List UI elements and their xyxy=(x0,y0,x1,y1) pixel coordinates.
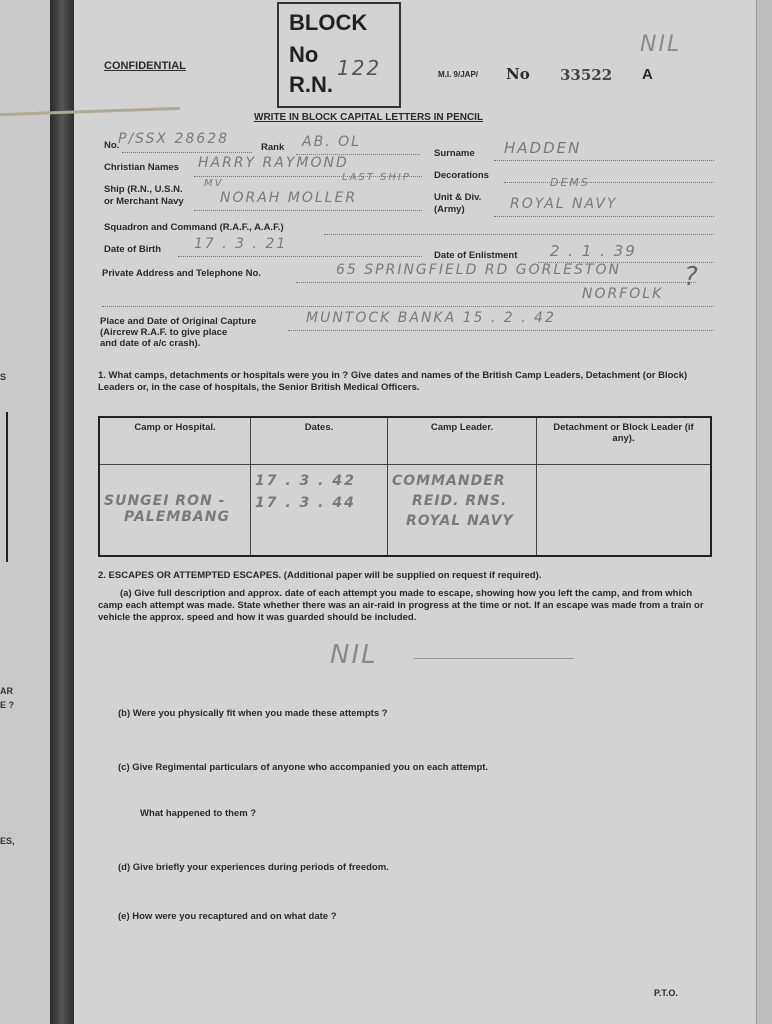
question-2a-text: (a) Give full description and approx. date of each attempt you made to escape, showing how you left the camp, and from which camp each attempt was made. State whether there was an air-raid in progress at the time or not. If an escape was made from a train or vehicle the approx. speed and how it was guarded should be included. xyxy=(98,588,704,623)
date-of-birth-label: Date of Birth xyxy=(104,244,161,255)
leader-line-2: REID. RNS. xyxy=(412,493,508,509)
camps-table xyxy=(98,416,712,557)
date-end-value: 17 . 3 . 44 xyxy=(255,495,356,511)
decorations-label: Decorations xyxy=(434,170,489,181)
service-number-value: P/SSX 28628 xyxy=(118,131,230,147)
camp-location-value: PALEMBANG xyxy=(124,509,230,525)
serial-suffix: A xyxy=(642,66,653,83)
confidential-label: CONFIDENTIAL xyxy=(104,60,186,72)
left-fragment-text: S xyxy=(0,372,7,382)
left-page-box-edge xyxy=(0,412,8,562)
unit-label: Unit & Div. xyxy=(434,192,482,203)
capture-note-2: and date of a/c crash). xyxy=(100,338,201,349)
form-reference: M.I. 9/JAP/ xyxy=(438,70,479,79)
cell-camp-leader xyxy=(388,465,537,557)
service-number-line xyxy=(122,152,252,153)
address-line-rule-2 xyxy=(102,306,714,307)
stamp-rn-text: R.N. xyxy=(289,72,333,97)
date-of-birth-value: 17 . 3 . 21 xyxy=(194,236,288,252)
form-document xyxy=(74,0,756,1024)
left-fragment-text: E ? xyxy=(0,700,15,710)
unit-value: ROYAL NAVY xyxy=(510,196,618,212)
unit-line xyxy=(494,216,714,217)
header-detachment-leader: Detachment or Block Leader (if any). xyxy=(537,417,712,465)
capture-value: MUNTOCK BANKA 15 . 2 . 42 xyxy=(306,310,556,326)
camp-name-value: SUNGEI RON - xyxy=(104,493,226,509)
rank-label: Rank xyxy=(261,142,285,153)
capture-label: Place and Date of Original Capture xyxy=(100,316,257,327)
header-camp-leader: Camp Leader. xyxy=(388,417,537,465)
ship-line xyxy=(194,210,422,211)
date-start-value: 17 . 3 . 42 xyxy=(255,473,356,489)
binder-spine xyxy=(50,0,74,1024)
surname-label: Surname xyxy=(434,148,475,159)
army-label: (Army) xyxy=(434,204,465,215)
table-row xyxy=(99,465,711,557)
table-header-row xyxy=(99,417,711,465)
ship-label: Ship (R.N., U.S.N. xyxy=(104,184,183,195)
please-turn-over: P.T.O. xyxy=(654,988,678,998)
unit-note: DEMS xyxy=(550,176,590,189)
question-1-text: 1. What camps, detachments or hospitals were you in ? Give dates and names of the British Camp Leaders, Detachment (or Block) Leaders or, in the case of hospitals, the Senior British Medical Officers. xyxy=(98,370,688,393)
serial-number: 33522 xyxy=(560,66,613,84)
number-label: No xyxy=(506,65,530,83)
address-label: Private Address and Telephone No. xyxy=(102,268,261,279)
decorations-line xyxy=(504,182,714,183)
address-line-1: 65 SPRINGFIELD RD GORLESTON xyxy=(336,262,621,278)
christian-names-value: HARRY RAYMOND xyxy=(198,155,349,171)
header-dates: Dates. xyxy=(251,417,388,465)
date-of-birth-line xyxy=(178,256,422,257)
capture-note-1: (Aircrew R.A.F. to give place xyxy=(100,327,228,338)
cell-camp xyxy=(99,465,251,557)
left-fragment-text: ES, xyxy=(0,836,15,846)
header-camp: Camp or Hospital. xyxy=(99,417,251,465)
ship-prefix: MV xyxy=(204,178,224,189)
leader-line-1: COMMANDER xyxy=(392,473,506,489)
rank-value: AB. OL xyxy=(302,134,361,150)
cell-dates xyxy=(251,465,388,557)
question-2b-text: (b) Were you physically fit when you made these attempts ? xyxy=(118,708,388,719)
left-fragment-text: AR xyxy=(0,686,13,696)
squadron-label: Squadron and Command (R.A.F., A.A.F.) xyxy=(104,222,284,233)
surname-value: HADDEN xyxy=(504,139,582,157)
address-question-mark: ? xyxy=(684,262,700,292)
ship-name-value: NORAH MOLLER xyxy=(220,190,358,206)
enlistment-value: 2 . 1 . 39 xyxy=(550,242,637,260)
enlistment-label: Date of Enlistment xyxy=(434,250,518,261)
left-page-fragment xyxy=(0,0,50,1024)
handwritten-nil-corner: NIL xyxy=(640,32,682,57)
answer-stroke xyxy=(414,658,574,659)
stamp-block-text: BLOCK xyxy=(289,10,368,35)
stamp-handwritten-number: 122 xyxy=(337,56,382,80)
address-line-rule-1 xyxy=(296,282,696,283)
question-2c-text: (c) Give Regimental particulars of anyone who accompanied you on each attempt. xyxy=(118,762,489,773)
question-2a-answer: NIL xyxy=(330,640,378,670)
block-stamp xyxy=(277,2,401,108)
question-2e-text: (e) How were you recaptured and on what date ? xyxy=(118,911,337,922)
surname-line xyxy=(494,160,714,161)
cell-detachment-leader xyxy=(537,465,712,557)
service-number-label: No. xyxy=(104,140,120,151)
question-2c-followup: What happened to them ? xyxy=(140,808,257,819)
block-capitals-instruction: WRITE IN BLOCK CAPITAL LETTERS IN PENCIL xyxy=(254,112,484,123)
christian-names-label: Christian Names xyxy=(104,162,179,173)
address-line-2: NORFOLK xyxy=(582,286,664,302)
squadron-line xyxy=(324,234,714,235)
right-page-edge xyxy=(756,0,772,1024)
merchant-navy-label: or Merchant Navy xyxy=(104,196,184,207)
stamp-no-text: No xyxy=(289,42,319,67)
leader-line-3: ROYAL NAVY xyxy=(406,513,514,529)
capture-line xyxy=(288,330,714,331)
question-2d-text: (d) Give briefly your experiences during periods of freedom. xyxy=(118,862,389,873)
question-2-title: 2. ESCAPES OR ATTEMPTED ESCAPES. (Additional paper will be supplied on request if required). xyxy=(98,570,542,581)
last-ship-note: LAST SHIP xyxy=(342,172,411,183)
